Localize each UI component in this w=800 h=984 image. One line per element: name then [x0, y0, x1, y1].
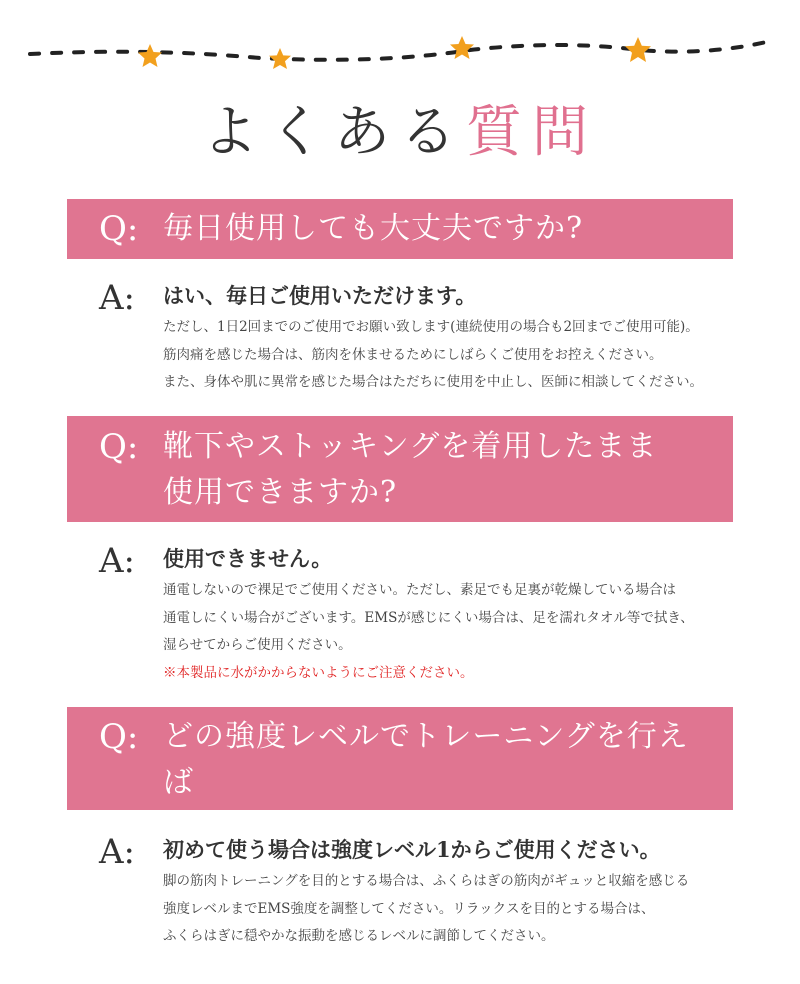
question-line: 使用できますか? — [163, 475, 398, 510]
answer-heading: はい、毎日ご使用いただけます。 — [163, 283, 477, 308]
page-title — [0, 98, 800, 168]
answer-block — [67, 278, 787, 398]
answer-line: ふくらはぎに穏やかな振動を感じるレベルに調節してください。 — [163, 928, 555, 944]
answer-line: 脚の筋肉トレーニングを目的とする場合は、ふくらはぎの筋肉がギュッと収縮を感じる — [163, 873, 690, 889]
answer-block — [67, 832, 787, 962]
star-icon — [625, 37, 651, 62]
title-main: よくある — [202, 100, 466, 165]
answer-line: 湿らせてからご使用ください。 — [163, 637, 352, 653]
answer-line: ただし、1日2回までのご使用でお願い致します(連続使用の場合も2回までご使用可能)。 — [163, 319, 699, 335]
question-line: 靴下やストッキングを着用したまま — [163, 429, 658, 464]
answer-line: また、身体や肌に異常を感じた場合はただちに使用を中止し、医師に相談してください。 — [163, 374, 703, 390]
answer-mark-label: A: — [99, 832, 136, 872]
question-bar — [67, 199, 733, 259]
title-accent: 質問 — [466, 100, 598, 165]
answer-line: 強度レベルまでEMS強度を調整してください。リラックスを目的とする場合は、 — [163, 900, 655, 917]
answer-body — [163, 577, 694, 687]
question-bar — [67, 416, 733, 522]
question-text — [163, 206, 717, 252]
answer-body — [163, 314, 703, 397]
answer-line: 通電しにくい場合がございます。EMSが感じにくい場合は、足を濡れタオル等で拭き、 — [163, 609, 694, 626]
question-bar — [67, 707, 733, 846]
answer-block — [67, 541, 787, 691]
star-icon — [450, 36, 474, 59]
question-line: いいですか? — [163, 811, 336, 846]
question-mark-label: Q: — [99, 427, 139, 467]
answer-heading: 初めて使う場合は強度レベル1からご使用ください。 — [163, 837, 661, 862]
answer-mark-label: A: — [99, 541, 136, 581]
star-icon — [269, 48, 291, 69]
dashed-star-garland — [0, 0, 800, 80]
question-line: どの強度レベルでトレーニングを行えば — [163, 719, 689, 800]
question-mark-label: Q: — [99, 717, 139, 757]
question-text — [163, 424, 717, 516]
caution-note: ※本製品に水がかからないようにご注意ください。 — [163, 664, 474, 681]
question-mark-label: Q: — [99, 209, 139, 249]
answer-body — [163, 868, 689, 951]
answer-heading: 使用できません。 — [163, 546, 333, 571]
answer-line: 筋肉痛を感じた場合は、筋肉を休ませるためにしばらくご使用をお控えください。 — [163, 346, 663, 363]
question-line: 毎日使用しても大丈夫ですか? — [163, 211, 584, 246]
answer-line: 通電しないので裸足でご使用ください。ただし、素足でも足裏が乾燥している場合は — [163, 582, 676, 598]
answer-mark-label: A: — [99, 278, 136, 318]
star-icon — [138, 44, 162, 67]
